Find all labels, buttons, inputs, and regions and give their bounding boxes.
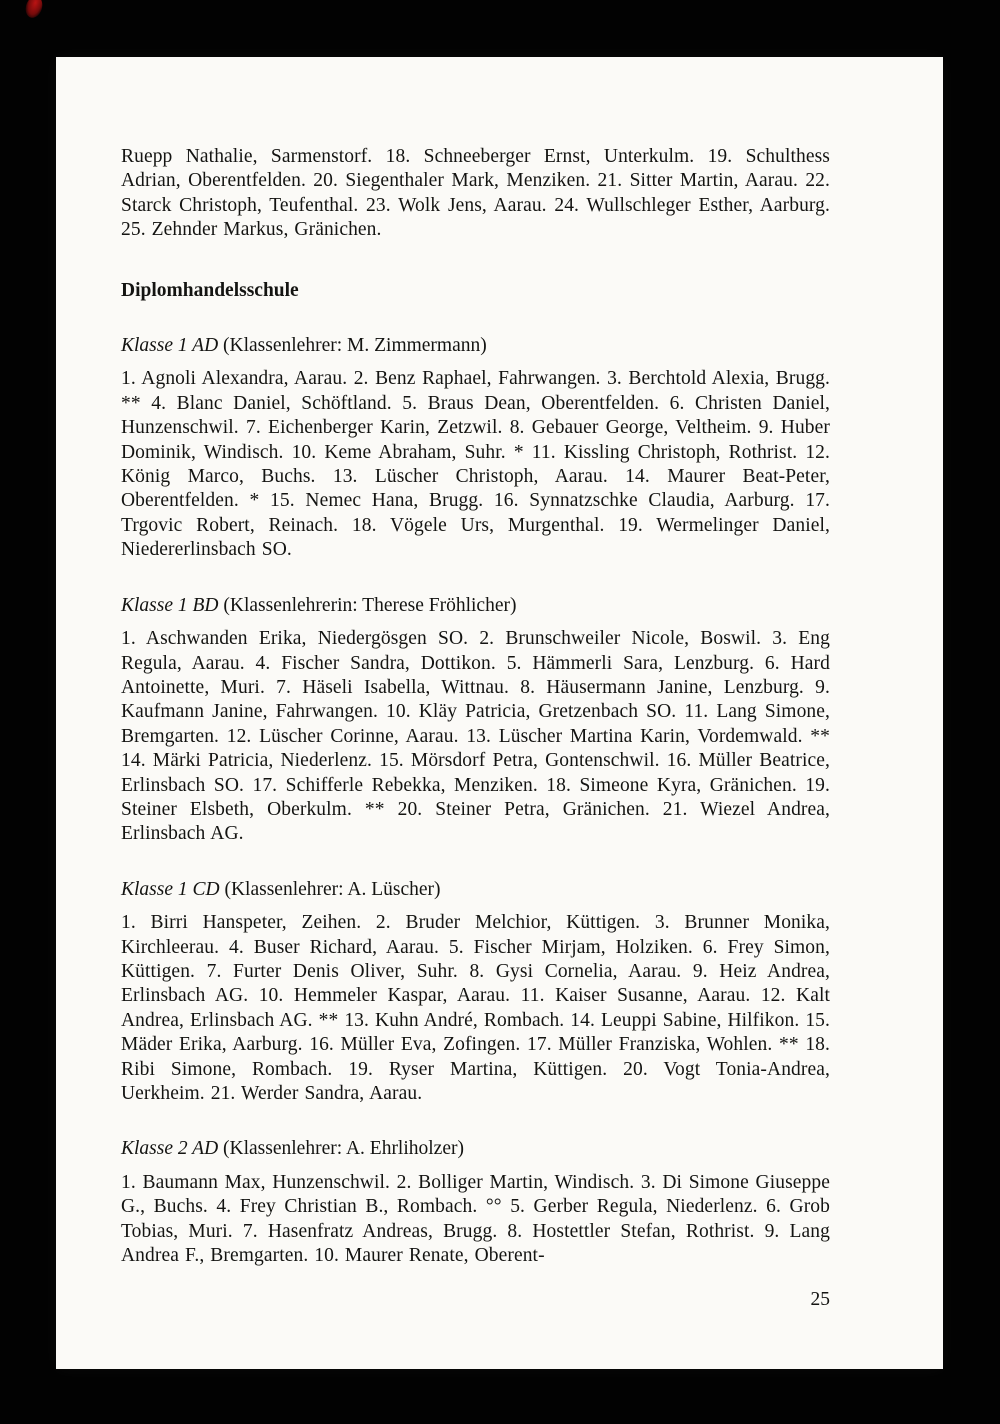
section-heading: Diplomhandelsschule (121, 279, 299, 301)
student-list-paragraph: 1. Baumann Max, Hunzenschwil. 2. Bolliger Martin, Windisch. 3. Di Simone Giuseppe G., Buchs. 4. Frey Christian B., Rombach. °° 5. Gerber Regula, Niederlenz. 6. Grob Tobias, Muri. 7. Hasenfratz Andreas, Brugg. 8. Hostettler Stefan, Rothrist. 9. Lang Andrea F., Bremgarten. 10. Maurer Renate, Oberent- (121, 1171, 830, 1267)
class-section-1ad (121, 334, 830, 563)
class-title: Klasse 1 AD (121, 335, 219, 357)
paragraph-continued-name-list: Ruepp Nathalie, Sarmenstorf. 18. Schneeberger Ernst, Unterkulm. 19. Schulthess Adrian, Oberentfelden. 20. Siegenthaler Mark, Menziken. 21. Sitter Martin, Aarau. 22. Starck Christoph, Teufenthal. 23. Wolk Jens, Aarau. 24. Wullschleger Esther, Aarburg. 25. Zehnder Markus, Gränichen. (121, 146, 830, 241)
class-section-2ad (121, 1137, 830, 1268)
student-list-paragraph: 1. Agnoli Alexandra, Aarau. 2. Benz Raphael, Fahrwangen. 3. Berchtold Alexia, Brugg. ** 4. Blanc Daniel, Schöftland. 5. Braus Dean, Oberentfelden. 6. Christen Daniel, Hunzenschwil. 7. Eichenberger Karin, Zetzwil. 8. Gebauer George, Veltheim. 9. Huber Dominik, Windisch. 10. Keme Abraham, Suhr. * 11. Kissling Christoph, Rothrist. 12. König Marco, Buchs. 13. Lüscher Christoph, Aarau. 14. Maurer Beat-Peter, Oberentfelden. * 15. Nemec Hana, Brugg. 16. Synnatzschke Claudia, Aarburg. 17. Trgovic Robert, Reinach. 18. Vögele Urs, Murgenthal. 19. Wermelinger Daniel, Niedererlinsbach SO. (121, 368, 830, 561)
student-list-paragraph: 1. Birri Hanspeter, Zeihen. 2. Bruder Melchior, Küttigen. 3. Brunner Monika, Kirchleerau. 4. Buser Richard, Aarau. 5. Fischer Mirjam, Holziken. 6. Frey Simon, Küttigen. 7. Furter Denis Oliver, Suhr. 8. Gysi Cornelia, Aarau. 9. Heiz Andrea, Erlinsbach AG. 10. Hemmeler Kaspar, Aarau. 11. Kaiser Susanne, Aarau. 12. Kalt Andrea, Erlinsbach AG. ** 13. Kuhn André, Rombach. 14. Leuppi Sabine, Hilfikon. 15. Mäder Erika, Aarburg. 16. Müller Eva, Zofingen. 17. Müller Franziska, Wohlen. ** 18. Ribi Simone, Rombach. 19. Ryser Martina, Küttigen. 20. Vogt Tonia-Andrea, Uerkheim. 21. Werder Sandra, Aarau. (121, 912, 830, 1104)
class-teacher-label: (Klassenlehrer: A. Lüscher) (219, 878, 441, 900)
class-heading (121, 334, 830, 358)
class-teacher-label: (Klassenlehrerin: Therese Fröhlicher) (218, 594, 517, 616)
class-heading (121, 594, 830, 618)
class-heading (121, 878, 830, 902)
class-title: Klasse 1 BD (121, 594, 219, 616)
document-page (56, 57, 943, 1369)
class-title: Klasse 1 CD (121, 878, 220, 900)
class-title: Klasse 2 AD (121, 1138, 219, 1160)
class-section-1cd (121, 878, 830, 1107)
scan-artifact-red-mark (23, 0, 45, 20)
class-section-1bd (121, 594, 830, 847)
class-heading (121, 1137, 830, 1161)
class-teacher-label: (Klassenlehrer: M. Zimmermann) (218, 335, 487, 357)
class-teacher-label: (Klassenlehrer: A. Ehrliholzer) (218, 1138, 464, 1160)
page-number: 25 (810, 1289, 830, 1311)
student-list-paragraph: 1. Aschwanden Erika, Niedergösgen SO. 2. Brunschweiler Nicole, Boswil. 3. Eng Regula, Aarau. 4. Fischer Sandra, Dottikon. 5. Hämmerli Sara, Lenzburg. 6. Hard Antoinette, Muri. 7. Häseli Isabella, Wittnau. 8. Häusermann Janine, Lenzburg. 9. Kaufmann Janine, Fahrwangen. 10. Kläy Patricia, Gretzenbach SO. 11. Lang Simone, Bremgarten. 12. Lüscher Corinne, Aarau. 13. Lüscher Martina Karin, Vordemwald. ** 14. Märki Patricia, Niederlenz. 15. Mörsdorf Petra, Gontenschwil. 16. Müller Beatrice, Erlinsbach SO. 17. Schifferle Rebekka, Menziken. 18. Simeone Kyra, Gränichen. 19. Steiner Elsbeth, Oberkulm. ** 20. Steiner Petra, Gränichen. 21. Wiezel Andrea, Erlinsbach AG. (121, 628, 830, 845)
